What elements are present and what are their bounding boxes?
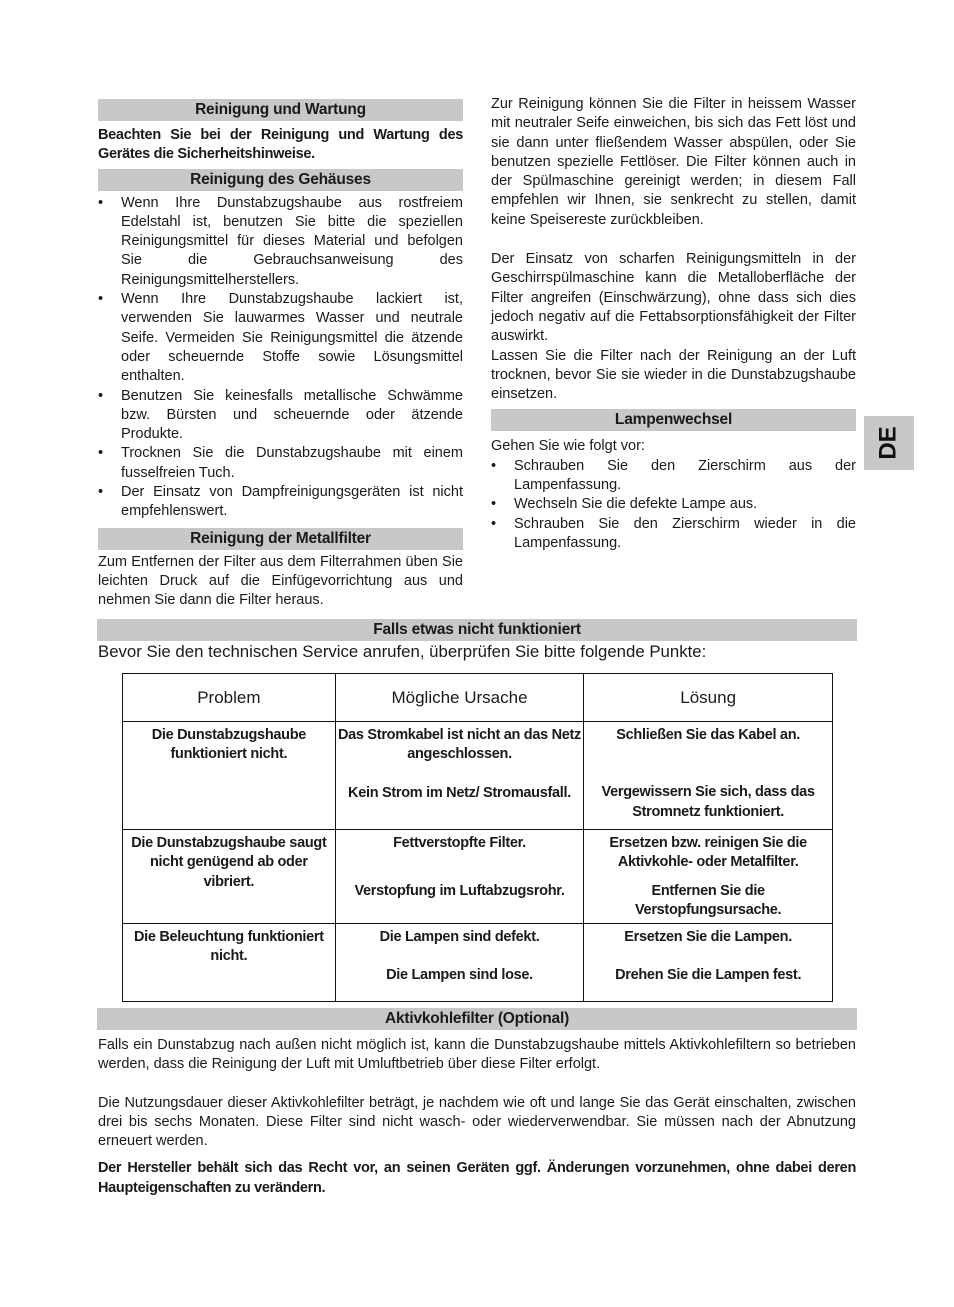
carbon-filter-section bbox=[98, 1036, 856, 1198]
left-column bbox=[98, 99, 463, 611]
lamp-list bbox=[491, 457, 856, 553]
problem-cell: Die Beleuchtung funktioniert nicht. bbox=[123, 924, 336, 1002]
language-tab bbox=[864, 416, 914, 470]
service-intro: Bevor Sie den technischen Service anrufen, überprüfen Sie bitte folgende Punkte: bbox=[98, 642, 707, 661]
carbon-filter-paragraph: Falls ein Dunstabzug nach außen nicht möglich ist, kann die Dunstabzugshaube mittels Aktivkohlefiltern so betrieben werden, dass die Reinigung der Luft mit Umluftbetrieb über diese Filter erfolgt. bbox=[98, 1037, 856, 1073]
problem-cell: Die Dunstabzugshaube saugt nicht genügend ab oder vibriert. bbox=[123, 830, 336, 924]
list-item: • Schrauben Sie den Zierschirm wieder in die Lampenfassung. bbox=[491, 515, 856, 554]
section-header-metal-filter: Reinigung der Metallfilter bbox=[98, 528, 463, 550]
filter-cleaning-paragraph: Zur Reinigung können Sie die Filter in heissem Wasser mit neutraler Seife einweichen, bis sich das Fett löst und sie dann unter fließendem Wasser abspülen, oder Sie benutzen spezielle Fettlöser. Die Filter können auch in der Spülmaschine gereinigt werden; in diesem Fall empfehlen wir Ihnen, sie senkrecht zu stellen, damit keine Speisereste zurückbleiben. bbox=[491, 96, 856, 228]
section-header-cleaning: Reinigung und Wartung bbox=[98, 99, 463, 121]
cause-cell: Das Stromkabel ist nicht an das Netz angeschlossen. Kein Strom im Netz/ Stromausfall. bbox=[335, 722, 584, 830]
list-item: • Wechseln Sie die defekte Lampe aus. bbox=[491, 495, 856, 514]
safety-note: Beachten Sie bei der Reinigung und Wartung des Gerätes die Sicherheitshinweise. bbox=[98, 127, 463, 163]
section-header-housing: Reinigung des Gehäuses bbox=[98, 169, 463, 191]
housing-list bbox=[98, 194, 463, 522]
manufacturer-disclaimer: Der Hersteller behält sich das Recht vor, an seinen Geräten ggf. Änderungen vorzunehmen, ohne dabei deren Haupteigenschaften zu verändern. bbox=[98, 1160, 856, 1196]
table-row bbox=[123, 830, 833, 924]
drying-paragraph: Lassen Sie die Filter nach der Reinigung an der Luft trocknen, bevor Sie sie wieder in die Dunstabzugshaube einsetzen. bbox=[491, 347, 856, 403]
cause-cell: Fettverstopfte Filter. Verstopfung im Luftabzugsrohr. bbox=[335, 830, 584, 924]
section-header-carbon-filter: Aktivkohlefilter (Optional) bbox=[97, 1008, 857, 1030]
list-item: • Wenn Ihre Dunstabzugshaube lackiert ist, verwenden Sie lauwarmes Wasser und neutrale Seife. Vermeiden Sie Reinigungsmittel die ätzende oder scheuernde Stoffe sowie Lösungsmittel enthalten. bbox=[98, 290, 463, 386]
table-row bbox=[123, 924, 833, 1002]
list-item: • Schrauben Sie den Zierschirm aus der Lampenfassung. bbox=[491, 457, 856, 496]
lamp-intro: Gehen Sie wie folgt vor: bbox=[491, 438, 645, 455]
carbon-filter-lifetime: Die Nutzungsdauer dieser Aktivkohlefilter beträgt, je nachdem wie oft und lange Sie das Gerät einschalten, zwischen drei bis sechs Monaten. Diese Filter sind nicht wasch- oder wiederverwendbar. Sie müssen nach der Abnutzung erneuert werden. bbox=[98, 1094, 856, 1150]
table-row bbox=[123, 722, 833, 830]
dishwasher-paragraph: Der Einsatz von scharfen Reinigungsmitteln in der Geschirrspülmaschine kann die Metalloberfläche der Filter angreifen (Einschwärzung), ohne dass sich dies jedoch negativ auf die Fettabsorptionsfähigkeit der Filter auswirkt. bbox=[491, 251, 856, 345]
list-item: • Trocknen Sie die Dunstabzugshaube mit einem fusselfreien Tuch. bbox=[98, 444, 463, 483]
language-tab-label: DE bbox=[875, 426, 902, 460]
right-column bbox=[491, 95, 856, 553]
header-problem: Problem bbox=[123, 674, 336, 722]
problem-cell: Die Dunstabzugshaube funktioniert nicht. bbox=[123, 722, 336, 830]
metal-filter-text: Zum Entfernen der Filter aus dem Filterrahmen üben Sie leichten Druck auf die Einfügevorrichtung aus und nehmen Sie dann die Filter heraus. bbox=[98, 553, 463, 609]
table-header-row bbox=[123, 674, 833, 722]
fault-table bbox=[122, 673, 833, 1002]
section-header-lamp: Lampenwechsel bbox=[491, 409, 856, 431]
solution-cell: Ersetzen Sie die Lampen. Drehen Sie die Lampen fest. bbox=[584, 924, 833, 1002]
list-item: • Benutzen Sie keinesfalls metallische Schwämme bzw. Bürsten und scheuernde oder ätzende Produkte. bbox=[98, 387, 463, 445]
list-item: • Der Einsatz von Dampfreinigungsgeräten ist nicht empfehlenswert. bbox=[98, 483, 463, 522]
header-cause: Mögliche Ursache bbox=[335, 674, 584, 722]
list-item: • Wenn Ihre Dunstabzugshaube aus rostfreiem Edelstahl ist, benutzen Sie bitte die speziellen Reinigungsmittel für dieses Material und befolgen Sie die Gebrauchsanweisung des Reinigungsmittelherstellers. bbox=[98, 194, 463, 290]
cause-cell: Die Lampen sind defekt. Die Lampen sind lose. bbox=[335, 924, 584, 1002]
header-solution: Lösung bbox=[584, 674, 833, 722]
solution-cell: Ersetzen bzw. reinigen Sie die Aktivkohle- oder Metalfilter. Entfernen Sie die Verstopfungsursache. bbox=[584, 830, 833, 924]
solution-cell: Schließen Sie das Kabel an. Vergewissern Sie sich, dass das Stromnetz funktioniert. bbox=[584, 722, 833, 830]
section-header-troubleshooting: Falls etwas nicht funktioniert bbox=[97, 619, 857, 641]
